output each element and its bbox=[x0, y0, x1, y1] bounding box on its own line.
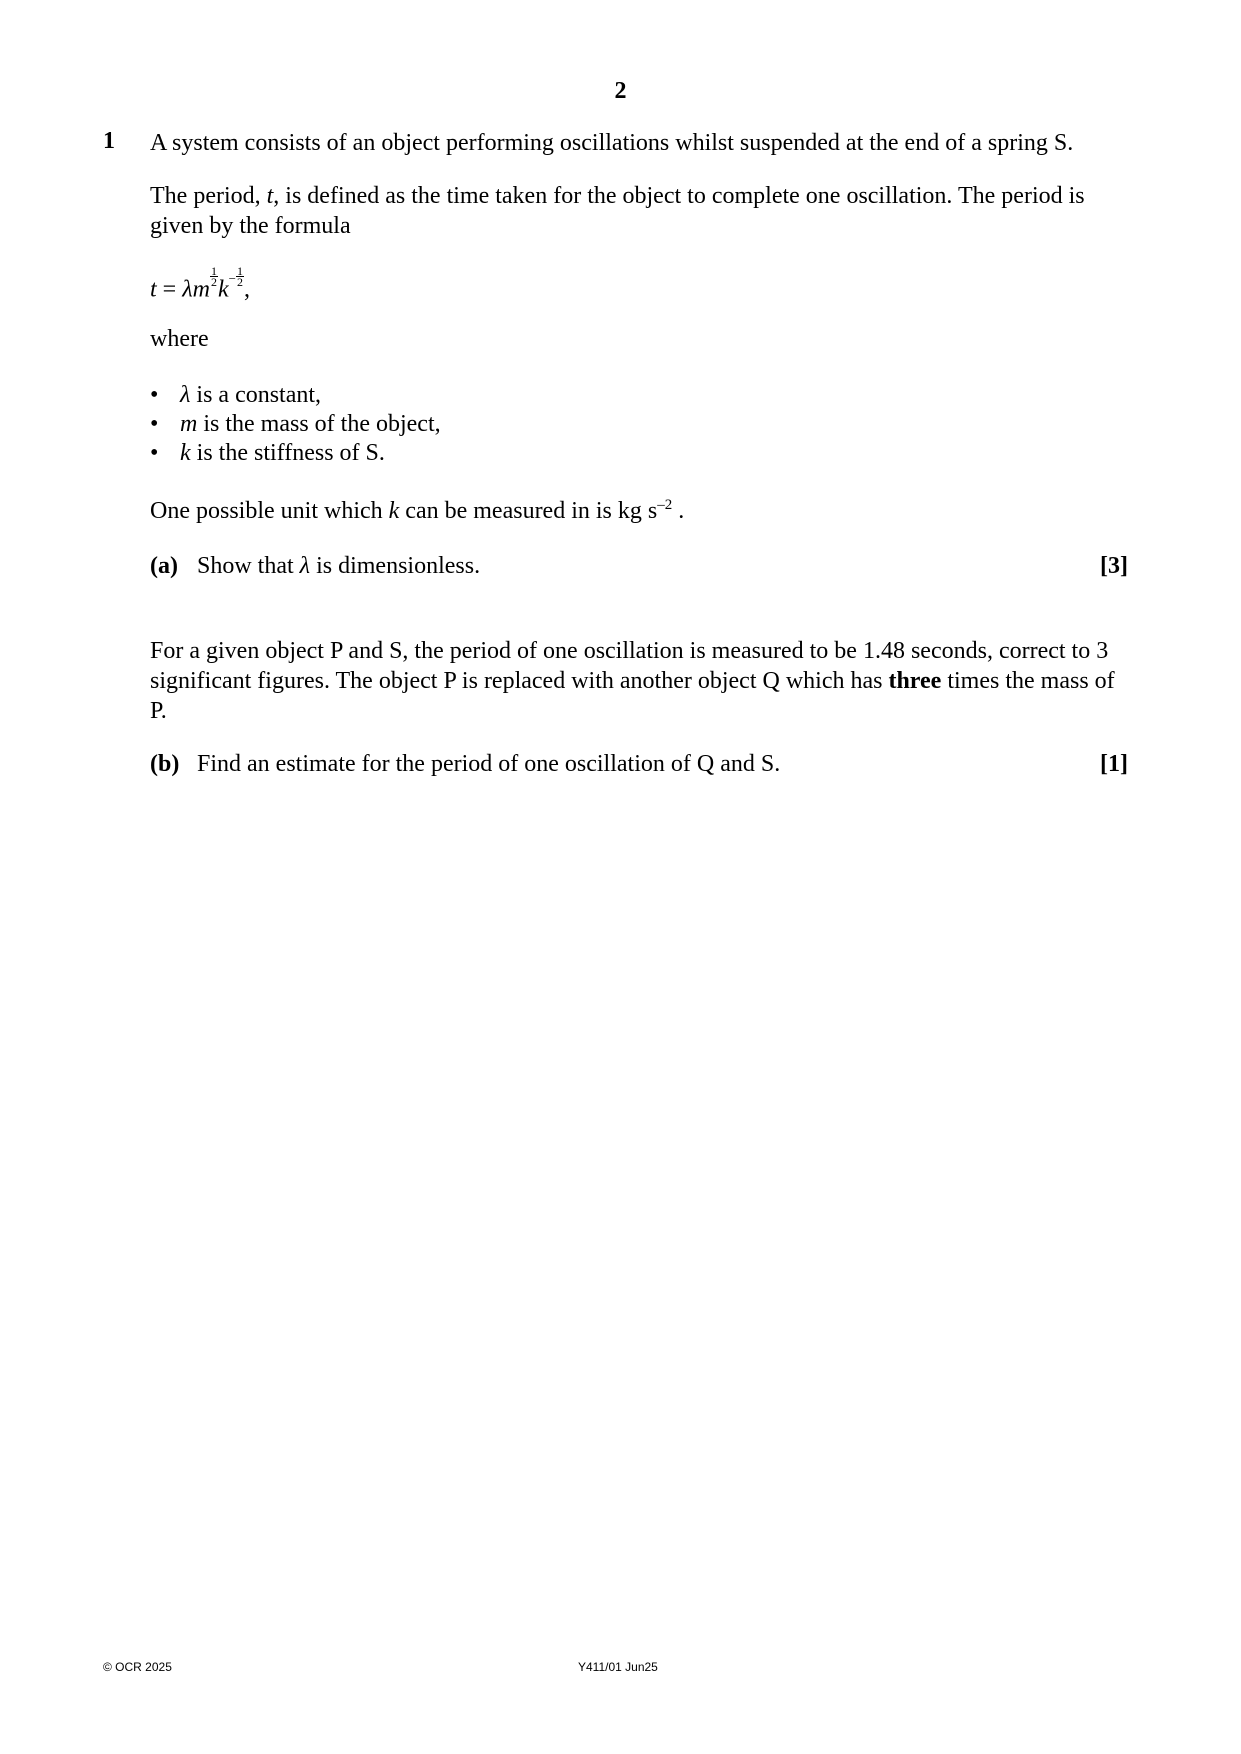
period-def-start: The period, bbox=[150, 183, 267, 209]
formula-lhs: t bbox=[150, 276, 157, 303]
bullet-icon: • bbox=[150, 411, 159, 437]
part-a-label: (a) bbox=[150, 553, 178, 579]
context-end: times the mass of P. bbox=[150, 668, 1115, 724]
part-a-text-end: is dimensionless. bbox=[310, 553, 481, 579]
context-emphasis: three bbox=[888, 668, 942, 694]
formula-lambda: λ bbox=[182, 276, 193, 303]
context-paragraph bbox=[150, 636, 1125, 726]
unit-statement bbox=[150, 496, 1140, 526]
part-a-variable: λ bbox=[299, 553, 311, 579]
where-label: where bbox=[150, 326, 209, 352]
definition-variable: k bbox=[180, 440, 191, 466]
footer-copyright: © OCR 2025 bbox=[103, 1660, 172, 1674]
period-def-end: , is defined as the time taken for the object to complete one oscillation. The period is given by the formula bbox=[150, 183, 1085, 239]
m-exponent-denominator: 2 bbox=[210, 275, 217, 290]
footer-paper-code: Y411/01 Jun25 bbox=[578, 1660, 658, 1674]
definition-item bbox=[150, 410, 441, 439]
page-number: 2 bbox=[614, 78, 627, 104]
period-formula bbox=[150, 264, 250, 305]
part-a-text bbox=[197, 553, 480, 580]
definition-item bbox=[150, 381, 441, 410]
unit-start: One possible unit which bbox=[150, 498, 389, 524]
unit-variable: k bbox=[388, 498, 400, 524]
bullet-icon: • bbox=[150, 440, 159, 466]
formula-k: k bbox=[217, 276, 229, 303]
formula-m: m bbox=[192, 276, 210, 303]
part-b-text: Find an estimate for the period of one oscillation of Q and S. bbox=[197, 751, 781, 777]
unit-exponent: –2 bbox=[657, 497, 673, 513]
context-start: For a given object P and S, the period of one oscillation is measured to be 1.48 seconds, correct to 3 significant figures. The object P is replaced with another object Q which has bbox=[150, 638, 1109, 694]
definition-item bbox=[150, 439, 441, 468]
question-number: 1 bbox=[103, 128, 115, 154]
definition-text: is a constant, bbox=[190, 382, 322, 408]
k-exponent-fraction bbox=[236, 264, 244, 290]
formula-comma: , bbox=[243, 276, 250, 303]
formula-equals: = bbox=[156, 276, 183, 303]
period-variable: t bbox=[266, 183, 274, 209]
period-definition bbox=[150, 181, 1140, 241]
definition-text: is the stiffness of S. bbox=[190, 440, 385, 466]
question-intro: A system consists of an object performing oscillations whilst suspended at the end of a spring S. bbox=[150, 130, 1074, 156]
k-exponent-denominator: 2 bbox=[236, 275, 243, 290]
part-a-marks: [3] bbox=[1100, 553, 1128, 579]
definition-variable: m bbox=[180, 411, 198, 437]
k-exponent-numerator: 1 bbox=[236, 264, 243, 279]
part-a-text-start: Show that bbox=[197, 553, 300, 579]
definition-text: is the mass of the object, bbox=[197, 411, 441, 437]
m-exponent-numerator: 1 bbox=[210, 264, 217, 279]
part-b-marks: [1] bbox=[1100, 751, 1128, 777]
k-exponent-minus: − bbox=[228, 271, 236, 286]
definition-variable: λ bbox=[180, 382, 191, 408]
bullet-icon: • bbox=[150, 382, 159, 408]
unit-middle: can be measured in is kg s bbox=[399, 498, 658, 524]
unit-end: . bbox=[672, 498, 685, 524]
definition-list bbox=[150, 381, 441, 468]
part-b-label: (b) bbox=[150, 751, 180, 777]
m-exponent-fraction bbox=[210, 264, 218, 290]
